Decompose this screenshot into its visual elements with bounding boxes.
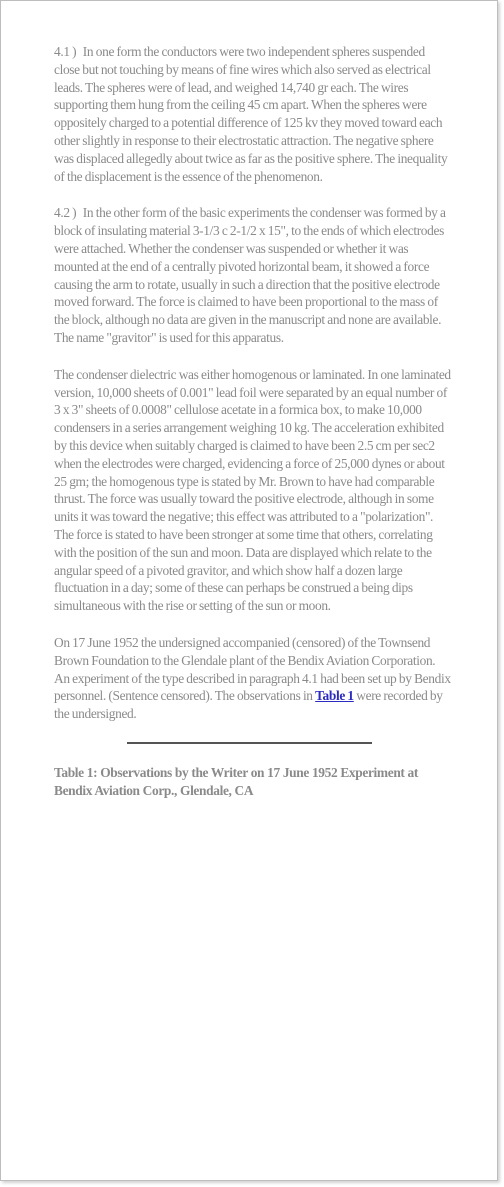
horizontal-rule — [127, 742, 372, 744]
paragraph-bendix-visit — [54, 634, 451, 723]
table-caption: Table 1: Observations by the Writer on 17 June 1952 Experiment at Bendix Aviation Corp., Glendale, CA — [54, 764, 418, 798]
paragraph-4-1 — [54, 43, 451, 185]
paragraph-text: In one form the conductors were two independent spheres suspended close but not touching by means of fine wires which also served as electrical leads. The spheres were of lead, and weighed 14,740 gr each. The wires supporting them hung from the ceiling 45 cm apart. When the spheres were oppositely charged to a potential difference of 125 kv they moved toward each other slightly in response to their electrostatic attraction. The negative sphere was displaced allegedly about twice as far as the positive sphere. The inequality of the displacement is the essence of the phenomenon. — [54, 44, 448, 184]
table-1-link[interactable]: Table 1 — [315, 688, 354, 704]
paragraph-text: The condenser dielectric was either homogenous or laminated. In one laminated version, 10,000 sheets of 0.001" lead foil were separated by an equal number of 3 x 3" sheets of 0.0008" cellulose acetate in a formica box, to make 10,000 condensers in a series arrangement weighing 10 kg. The acceleration exhibited by this device when suitably charged is claimed to have been 2.5 cm per sec2 when the electrodes were charged, evidencing a force of 25,000 dynes or about 25 gm; the homogenous type is stated by Mr. Brown to have had comparable thrust. The force was usually toward the positive electrode, although in some units it was toward the negative; this effect was attributed to a "polarization". The force is stated to have been stronger at some time that others, correlating with the position of the sun and moon. Data are displayed which relate to the angular speed of a pivoted gravitor, and which show half a dozen large fluctuation in a day; some of these can perhaps be construed a being dips simultaneous with the rise or setting of the sun or moon. — [54, 366, 451, 614]
paragraph-number: 4.1 ) — [54, 44, 77, 59]
document-body — [54, 43, 451, 799]
paragraph-text: In the other form of the basic experiments the condenser was formed by a block of insulating material 3-1/3 c 2-1/2 x 15", to the ends of which electrodes were attached. Whether the condenser was suspended or whether it was mounted at the end of a centrally pivoted horizontal beam, it showed a force causing the arm to rotate, usually in such a direction that the positive electrode moved forward. The force is claimed to have been proportional to the mass of the block, although no data are given in the manuscript and none are available. The name "gravitor" is used for this apparatus. — [54, 205, 446, 345]
paragraph-text: were recorded by the undersigned. — [54, 688, 443, 722]
paragraph-text: On 17 June 1952 the undersigned accompanied (censored) of the Townsend Brown Foundation to the Glendale plant of the Bendix Aviation Corporation. An experiment of the type described in paragraph 4.1 had been set up by Bendix personnel. (Sentence censored). The observations in — [54, 634, 451, 704]
paragraph-4-2 — [54, 204, 451, 346]
paragraph-dielectric — [54, 366, 451, 615]
paragraph-number: 4.2 ) — [54, 205, 77, 221]
